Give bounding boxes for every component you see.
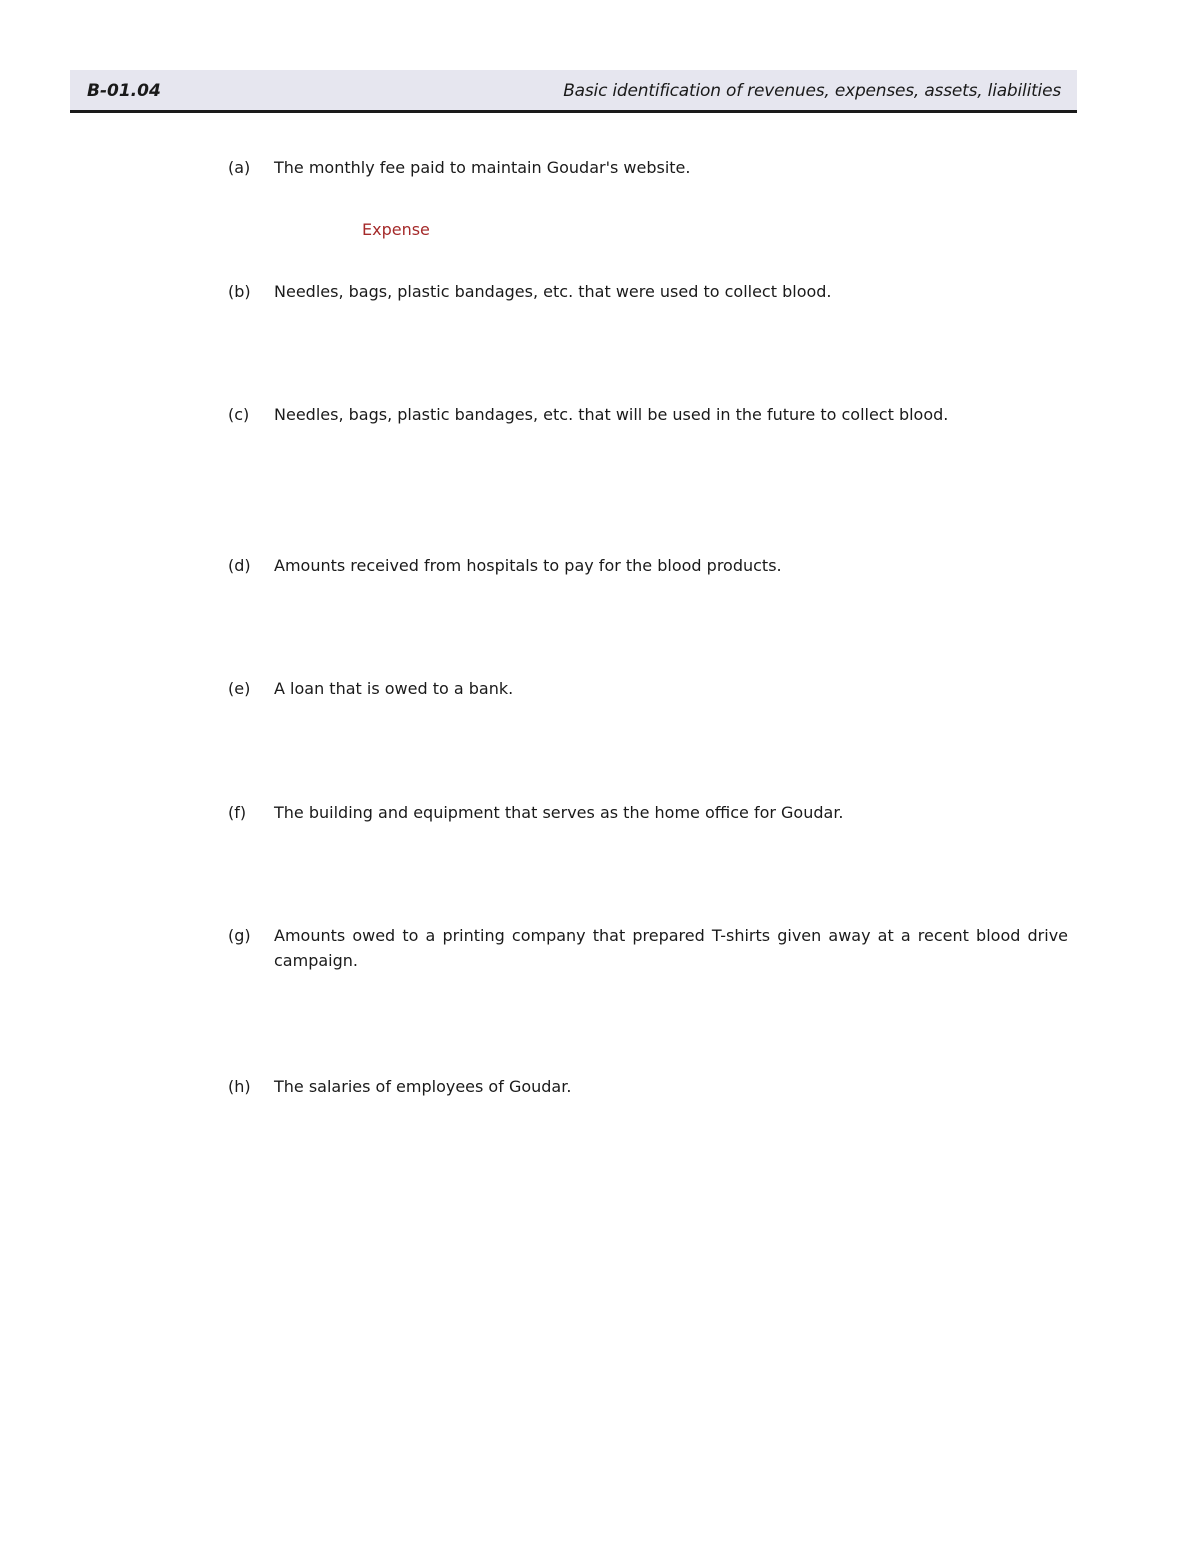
question-item-g bbox=[228, 923, 1068, 973]
question-text: Needles, bags, plastic bandages, etc. that will be used in the future to collect blood. bbox=[274, 405, 949, 424]
question-item-c bbox=[228, 402, 1068, 427]
question-item-h bbox=[228, 1074, 1068, 1099]
question-letter: (b) bbox=[228, 282, 251, 301]
question-text: The monthly fee paid to maintain Goudar's website. bbox=[274, 158, 691, 177]
question-text: Amounts received from hospitals to pay for the blood products. bbox=[274, 556, 782, 575]
question-item-b bbox=[228, 279, 1068, 304]
question-item-d bbox=[228, 553, 1068, 578]
section-code: B-01.04 bbox=[87, 81, 161, 101]
question-item-e bbox=[228, 676, 1068, 701]
question-letter: (c) bbox=[228, 405, 250, 424]
section-title: Basic identification of revenues, expenses, assets, liabilities bbox=[563, 81, 1061, 101]
question-text: Amounts owed to a printing company that prepared T-shirts given away at a recent blood drive campaign. bbox=[274, 926, 1068, 970]
question-letter: (e) bbox=[228, 679, 251, 698]
question-item-a bbox=[228, 155, 1068, 180]
question-text: A loan that is owed to a bank. bbox=[274, 679, 514, 698]
question-letter: (a) bbox=[228, 158, 251, 177]
question-text: The salaries of employees of Goudar. bbox=[274, 1077, 572, 1096]
question-text: The building and equipment that serves as the home office for Goudar. bbox=[274, 803, 844, 822]
page-header bbox=[70, 70, 1077, 113]
question-item-f bbox=[228, 800, 1068, 825]
question-letter: (f) bbox=[228, 803, 247, 822]
question-letter: (d) bbox=[228, 556, 251, 575]
question-letter: (g) bbox=[228, 926, 251, 945]
answer-a: Expense bbox=[362, 220, 430, 239]
question-letter: (h) bbox=[228, 1077, 251, 1096]
question-text: Needles, bags, plastic bandages, etc. that were used to collect blood. bbox=[274, 282, 832, 301]
